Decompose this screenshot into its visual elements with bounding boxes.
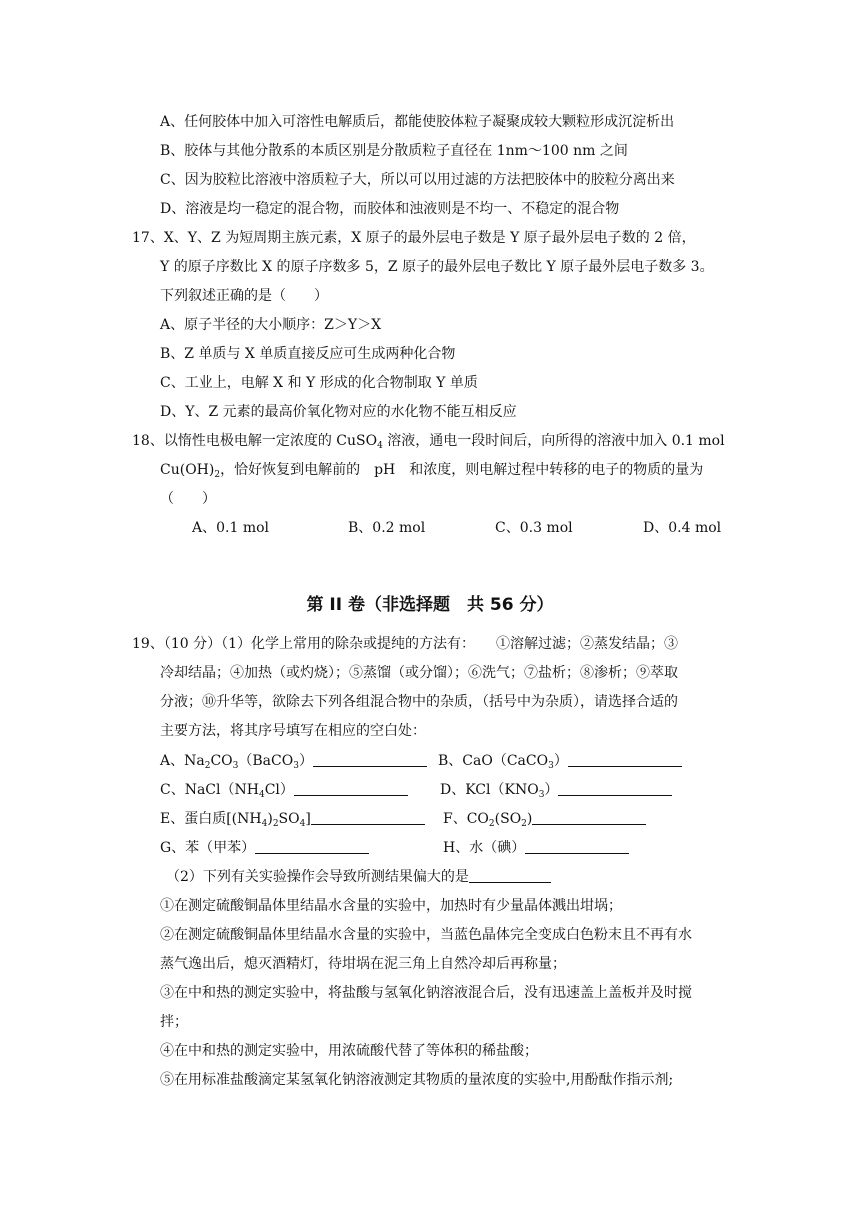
q18-stem-line1: 18、以惰性电极电解一定浓度的 CuSO$_4$ 溶液，通电一段时间后，向所得的溶液中加入 0.1 mol xyxy=(132,433,725,451)
answer-blank-f[interactable] xyxy=(532,809,646,825)
q18-option-c: C、0.3 mol xyxy=(495,520,573,536)
answer-blank-b[interactable] xyxy=(568,751,682,767)
section-title: 第 II 卷（非选择题 共 56 分） xyxy=(306,595,554,615)
q19-option-2-line2: 蒸气逸出后，熄灭酒精灯，待坩埚在泥三角上自然冷却后再称量； xyxy=(160,956,566,972)
q16-option-c: C、因为胶粒比溶液中溶质粒子大，所以可以用过滤的方法把胶体中的胶粒分离出来 xyxy=(160,172,675,188)
q18-option-b: B、0.2 mol xyxy=(348,520,426,536)
q16-option-b: B、胶体与其他分散系的本质区别是分散质粒子直径在 1nm～100 nm 之间 xyxy=(160,143,628,159)
q19-item-e: E、蛋白质$[(NH_4)_2SO_4]$ xyxy=(160,809,425,829)
q17-option-a: A、原子半径的大小顺序：Z＞Y＞X xyxy=(160,317,382,333)
q19-stem-line2: 冷却结晶；④加热（或灼烧）；⑤蒸馏（或分馏）；⑥洗气；⑦盐析；⑧渗析；⑨萃取 xyxy=(160,665,678,681)
q19-stem-line1: 19、（10 分）（1）化学上常用的除杂或提纯的方法有： ①溶解过滤；②蒸发结晶；③ xyxy=(132,636,678,652)
q19-option-1: ①在测定硫酸铜晶体里结晶水含量的实验中，加热时有少量晶体溅出坩埚； xyxy=(160,898,622,914)
q18-option-d: D、0.4 mol xyxy=(643,520,722,536)
q19-stem-line4: 主要方法，将其序号填写在相应的空白处： xyxy=(160,723,426,739)
q19-item-g: G、苯（甲苯） xyxy=(160,838,369,858)
q17-option-c: C、工业上，电解 X 和 Y 形成的化合物制取 Y 单质 xyxy=(160,375,478,391)
q19-item-f: F、$CO_2(SO_2)$ xyxy=(443,809,646,829)
q18-option-a: A、0.1 mol xyxy=(192,520,270,536)
answer-blank-g[interactable] xyxy=(255,838,369,854)
q19-item-c: C、$NaCl(NH_4Cl)$ xyxy=(160,780,408,800)
q19-item-h: H、水（碘） xyxy=(443,838,629,858)
q19-item-d: D、$KCl(KNO_3)$ xyxy=(440,780,672,800)
answer-blank-a[interactable] xyxy=(313,751,427,767)
q19-option-4: ④在中和热的测定实验中，用浓硫酸代替了等体积的稀盐酸； xyxy=(160,1043,538,1059)
q18-stem-line3: （ ） xyxy=(160,491,216,507)
q19-option-2-line1: ②在测定硫酸铜晶体里结晶水含量的实验中，当蓝色晶体完全变成白色粉末且不再有水 xyxy=(160,927,692,943)
q19-option-5: ⑤在用标准盐酸滴定某氢氧化钠溶液测定其物质的量浓度的实验中,用酚酞作指示剂; xyxy=(160,1072,674,1088)
answer-blank-d[interactable] xyxy=(558,780,672,796)
q18-stem-line2: $Cu(OH)_2$，恰好恢复到电解前的 pH 和浓度，则电解过程中转移的电子的物质的量为 xyxy=(160,462,704,480)
q19-option-3-line2: 拌； xyxy=(160,1014,188,1030)
q16-option-d: D、溶液是均一稳定的混合物，而胶体和浊液则是不均一、不稳定的混合物 xyxy=(160,201,620,217)
q17-option-b: B、Z 单质与 X 单质直接反应可生成两种化合物 xyxy=(160,346,456,362)
answer-blank-h[interactable] xyxy=(525,838,629,854)
q19-part2: （2）下列有关实验操作会导致所测结果偏大的是 xyxy=(166,867,551,887)
answer-blank-c[interactable] xyxy=(294,780,408,796)
q19-item-b: B、CaO（CaCO$_3$） xyxy=(438,751,682,771)
q17-option-d: D、Y、Z 元素的最高价氧化物对应的水化物不能互相反应 xyxy=(160,404,517,420)
q17-stem-line1: 17、X、Y、Z 为短周期主族元素，X 原子的最外层电子数是 Y 原子最外层电子数的 2 倍， xyxy=(132,230,696,246)
q19-option-3-line1: ③在中和热的测定实验中，将盐酸与氢氧化钠溶液混合后，没有迅速盖上盖板并及时搅 xyxy=(160,985,692,1001)
answer-blank-part2[interactable] xyxy=(469,867,551,883)
answer-blank-e[interactable] xyxy=(311,809,425,825)
q19-item-a: A、$Na_2CO_3(BaCO_3)$ xyxy=(160,751,427,771)
q17-stem-line2: Y 的原子序数比 X 的原子序数多 5，Z 原子的最外层电子数比 Y 原子最外层电子数多 3。 xyxy=(160,259,714,275)
q19-stem-line3: 分液；⑩升华等，欲除去下列各组混合物中的杂质，（括号中为杂质），请选择合适的 xyxy=(160,694,678,710)
q16-option-a: A、任何胶体中加入可溶性电解质后，都能使胶体粒子凝聚成较大颗粒形成沉淀析出 xyxy=(160,114,675,130)
q17-stem-line3: 下列叙述正确的是（ ） xyxy=(160,288,328,304)
